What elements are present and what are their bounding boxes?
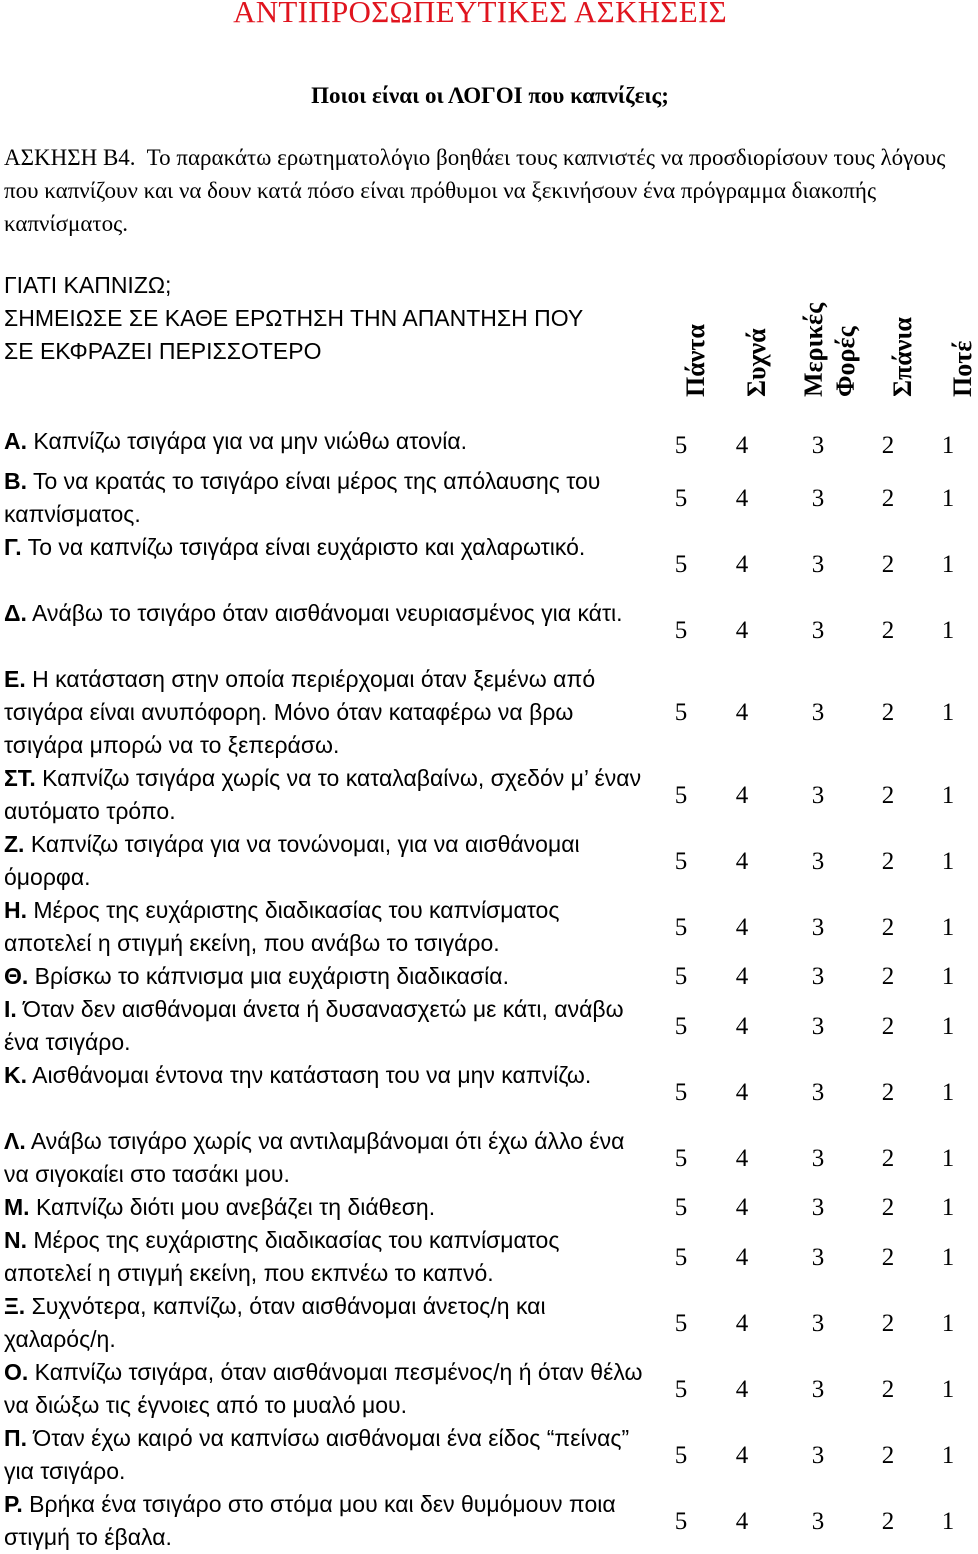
- rating-scale: [640, 531, 960, 597]
- rating-scale: [640, 1488, 960, 1554]
- question-row: [0, 1059, 960, 1125]
- rating-option-1[interactable]: 1: [941, 1078, 955, 1106]
- column-header-2: [714, 300, 770, 412]
- rating-scale: [640, 425, 960, 465]
- rating-scale: [640, 762, 960, 828]
- rating-option-5[interactable]: 5: [674, 1012, 688, 1040]
- rating-option-3[interactable]: 3: [811, 913, 825, 941]
- question-text: [4, 531, 644, 564]
- question-row: [0, 1488, 960, 1554]
- question-statement: Όταν δεν αισθάνομαι άνετα ή δυσανασχετώ με κάτι, ανάβω ένα τσιγάρο.: [4, 996, 624, 1055]
- rating-option-4[interactable]: 4: [735, 847, 749, 875]
- rating-option-2[interactable]: 2: [881, 1243, 895, 1271]
- question-row: [0, 828, 960, 894]
- question-row: [0, 894, 960, 960]
- question-statement: Ανάβω τσιγάρο χωρίς να αντιλαμβάνομαι ότι έχω άλλο ένα να σιγοκαίει στο τασάκι μου.: [4, 1128, 625, 1187]
- column-header-text: Ποτέ: [948, 340, 977, 397]
- question-row: [0, 425, 960, 465]
- rating-option-5[interactable]: 5: [674, 781, 688, 809]
- rating-option-4[interactable]: 4: [735, 1375, 749, 1403]
- column-header-text: Φορές: [831, 326, 860, 397]
- rating-option-4[interactable]: 4: [735, 1144, 749, 1172]
- rating-option-1[interactable]: 1: [941, 1012, 955, 1040]
- rating-option-4[interactable]: 4: [735, 1243, 749, 1271]
- rating-option-1[interactable]: 1: [941, 963, 955, 990]
- rating-option-1[interactable]: 1: [941, 484, 955, 512]
- question-letter: Λ.: [4, 1128, 26, 1154]
- rating-option-1[interactable]: 1: [941, 1243, 955, 1271]
- rating-option-4[interactable]: 4: [735, 1309, 749, 1337]
- rating-option-1[interactable]: 1: [941, 847, 955, 875]
- rating-scale: [640, 597, 960, 663]
- rating-option-3[interactable]: 3: [811, 484, 825, 512]
- instructions: [4, 269, 644, 368]
- rating-option-1[interactable]: 1: [941, 913, 955, 941]
- question-statement: Καπνίζω τσιγάρα χωρίς να το καταλαβαίνω, σχεδόν μ’ έναν αυτόματο τρόπο.: [4, 765, 642, 824]
- question-text: [4, 1059, 644, 1092]
- question-letter: Θ.: [4, 963, 29, 989]
- rating-option-5[interactable]: 5: [674, 1144, 688, 1172]
- question-statement: Καπνίζω τσιγάρα για να μην νιώθω ατονία.: [27, 428, 468, 454]
- rating-option-1[interactable]: 1: [941, 1144, 955, 1172]
- column-header-text: Συχνά: [742, 328, 771, 397]
- question-statement: Καπνίζω τσιγάρα για να τονώνομαι, για να αισθάνομαι όμορφα.: [4, 831, 580, 890]
- question-text: [4, 1488, 644, 1554]
- rating-option-5[interactable]: 5: [674, 963, 688, 990]
- rating-option-4[interactable]: 4: [735, 913, 749, 941]
- question-row: [0, 762, 960, 828]
- instructions-line-3: ΣΕ ΕΚΦΡΑΖΕΙ ΠΕΡΙΣΣΟΤΕΡΟ: [4, 338, 322, 364]
- rating-scale: [640, 1422, 960, 1488]
- question-text: [4, 1290, 644, 1356]
- question-row: [0, 1422, 960, 1488]
- question-text: [4, 1356, 644, 1422]
- rating-option-2[interactable]: 2: [881, 1441, 895, 1469]
- rating-option-3[interactable]: 3: [811, 550, 825, 578]
- rating-option-2[interactable]: 2: [881, 1078, 895, 1106]
- question-statement: Καπνίζω διότι μου ανεβάζει τη διάθεση.: [29, 1194, 436, 1220]
- rating-option-2[interactable]: 2: [881, 484, 895, 512]
- question-statement: Το να κρατάς το τσιγάρο είναι μέρος της απόλαυσης του καπνίσματος.: [4, 468, 601, 527]
- rating-option-4[interactable]: 4: [735, 431, 749, 459]
- question-row: [0, 1290, 960, 1356]
- rating-option-2[interactable]: 2: [881, 1375, 895, 1403]
- question-letter: Γ.: [4, 534, 22, 560]
- rating-scale: [640, 894, 960, 960]
- rating-scale: [640, 1356, 960, 1422]
- question-letter: Ν.: [4, 1227, 27, 1253]
- rating-option-1[interactable]: 1: [941, 1507, 955, 1535]
- rating-option-3[interactable]: 3: [811, 699, 825, 726]
- column-header-text: Πάντα: [681, 324, 710, 397]
- rating-scale: [640, 1191, 960, 1224]
- question-letter: Ζ.: [4, 831, 25, 857]
- question-letter: Ο.: [4, 1359, 29, 1385]
- question-statement: Καπνίζω τσιγάρα, όταν αισθάνομαι πεσμένος/η ή όταν θέλω να διώξω τις έγνοιες από το μυαλό μου.: [4, 1359, 643, 1418]
- rating-option-4[interactable]: 4: [735, 484, 749, 512]
- rating-option-1[interactable]: 1: [941, 1441, 955, 1469]
- rating-option-5[interactable]: 5: [674, 1309, 688, 1337]
- rating-option-4[interactable]: 4: [735, 1507, 749, 1535]
- question-statement: Όταν έχω καιρό να καπνίσω αισθάνομαι ένα είδος “πείνας” για τσιγάρο.: [4, 1425, 630, 1484]
- rating-option-5[interactable]: 5: [674, 550, 688, 578]
- question-statement: Βρήκα ένα τσιγάρο στο στόμα μου και δεν θυμόμουν ποια στιγμή το έβαλα.: [4, 1491, 616, 1550]
- rating-option-2[interactable]: 2: [881, 781, 895, 809]
- rating-option-3[interactable]: 3: [811, 963, 825, 990]
- question-text: [4, 762, 644, 828]
- rating-option-4[interactable]: 4: [735, 1078, 749, 1106]
- rating-option-3[interactable]: 3: [811, 1507, 825, 1535]
- rating-option-1[interactable]: 1: [941, 1194, 955, 1221]
- question-letter: Α.: [4, 428, 27, 454]
- page-title: ΑΝΤΙΠΡΟΣΩΠΕΥΤΙΚΕΣ ΑΣΚΗΣΕΙΣ: [233, 0, 727, 29]
- question-statement: Η κατάσταση στην οποία περιέρχομαι όταν ξεμένω από τσιγάρα είναι ανυπόφορη. Μόνο όταν καταφέρω να βρω τσιγάρα μπορώ να το ξεπεράσω.: [4, 666, 596, 758]
- rating-option-3[interactable]: 3: [811, 847, 825, 875]
- rating-option-3[interactable]: 3: [811, 1441, 825, 1469]
- rating-scale: [640, 663, 960, 762]
- rating-option-3[interactable]: 3: [811, 1309, 825, 1337]
- question-text: [4, 1191, 644, 1224]
- rating-option-3[interactable]: 3: [811, 431, 825, 459]
- rating-option-3[interactable]: 3: [811, 1194, 825, 1221]
- question-text: [4, 1422, 644, 1488]
- question-statement: Συχνότερα, καπνίζω, όταν αισθάνομαι άνετος/η και χαλαρός/η.: [4, 1293, 546, 1352]
- rating-option-3[interactable]: 3: [811, 781, 825, 809]
- rating-scale: [640, 1224, 960, 1290]
- exercise-description: Το παρακάτω ερωτηματολόγιο βοηθάει τους καπνιστές να προσδιορίσουν τους λόγους που καπνίζουν και να δουν κατά πόσο είναι πρόθυμοι να ξεκινήσουν ένα πρόγραμμα διακοπής καπνίσματος.: [4, 145, 946, 236]
- rating-option-4[interactable]: 4: [735, 1012, 749, 1040]
- rating-option-4[interactable]: 4: [735, 1194, 749, 1221]
- question-text: [4, 1224, 644, 1290]
- rating-option-4[interactable]: 4: [735, 781, 749, 809]
- rating-option-1[interactable]: 1: [941, 781, 955, 809]
- rating-option-2[interactable]: 2: [881, 1144, 895, 1172]
- rating-option-3[interactable]: 3: [811, 1012, 825, 1040]
- rating-option-1[interactable]: 1: [941, 699, 955, 726]
- column-header-5: [920, 300, 976, 412]
- rating-option-1[interactable]: 1: [941, 1309, 955, 1337]
- question-text: [4, 894, 644, 960]
- question-row: [0, 1356, 960, 1422]
- rating-option-4[interactable]: 4: [735, 1441, 749, 1469]
- rating-scale: [640, 993, 960, 1059]
- question-row: [0, 1224, 960, 1290]
- rating-option-2[interactable]: 2: [881, 616, 895, 644]
- rating-scale: [640, 960, 960, 993]
- rating-option-5[interactable]: 5: [674, 847, 688, 875]
- question-letter: Ι.: [4, 996, 17, 1022]
- question-text: [4, 465, 644, 531]
- page-subtitle: Ποιοι είναι οι ΛΟΓΟΙ που καπνίζεις;: [311, 83, 669, 108]
- question-letter: ΣΤ.: [4, 765, 36, 791]
- question-letter: Μ.: [4, 1194, 30, 1220]
- question-row: [0, 993, 960, 1059]
- question-text: [4, 993, 644, 1059]
- question-row: [0, 663, 960, 762]
- rating-scale: [640, 1059, 960, 1125]
- rating-option-3[interactable]: 3: [811, 1375, 825, 1403]
- question-text: [4, 1125, 644, 1191]
- exercise-label: ΑΣΚΗΣΗ Β4.: [4, 145, 136, 170]
- rating-option-1[interactable]: 1: [941, 431, 955, 459]
- rating-option-1[interactable]: 1: [941, 550, 955, 578]
- rating-option-4[interactable]: 4: [735, 616, 749, 644]
- rating-scale: [640, 1290, 960, 1356]
- rating-option-5[interactable]: 5: [674, 616, 688, 644]
- question-text: [4, 828, 644, 894]
- rating-option-1[interactable]: 1: [941, 616, 955, 644]
- question-row: [0, 1191, 960, 1224]
- rating-option-2[interactable]: 2: [881, 550, 895, 578]
- exercise-intro: [4, 141, 958, 240]
- rating-option-2[interactable]: 2: [881, 1507, 895, 1535]
- question-letter: Κ.: [4, 1062, 27, 1088]
- rating-option-2[interactable]: 2: [881, 431, 895, 459]
- question-text: [4, 597, 644, 630]
- rating-option-2[interactable]: 2: [881, 1309, 895, 1337]
- instructions-line-2: ΣΗΜΕΙΩΣΕ ΣΕ ΚΑΘΕ ΕΡΩΤΗΣΗ ΤΗΝ ΑΠΑΝΤΗΣΗ ΠΟΥ: [4, 305, 584, 331]
- rating-option-3[interactable]: 3: [811, 616, 825, 644]
- question-letter: Π.: [4, 1425, 27, 1451]
- column-header-text: Σπάνια: [888, 317, 917, 397]
- rating-option-5[interactable]: 5: [674, 1194, 688, 1221]
- question-row: [0, 1125, 960, 1191]
- rating-option-2[interactable]: 2: [881, 847, 895, 875]
- question-statement: Αισθάνομαι έντονα την κατάσταση του να μην καπνίζω.: [27, 1062, 592, 1088]
- question-statement: Το να καπνίζω τσιγάρα είναι ευχάριστο και χαλαρωτικό.: [21, 534, 586, 560]
- rating-option-2[interactable]: 2: [881, 1194, 895, 1221]
- questionnaire-list: [0, 425, 960, 1554]
- column-header-text: Μερικές: [799, 302, 828, 397]
- question-row: [0, 531, 960, 597]
- rating-option-5[interactable]: 5: [674, 699, 688, 726]
- rating-option-2[interactable]: 2: [881, 963, 895, 990]
- column-header-3: [790, 300, 860, 412]
- rating-option-5[interactable]: 5: [674, 431, 688, 459]
- rating-scale: [640, 1125, 960, 1191]
- rating-option-2[interactable]: 2: [881, 1012, 895, 1040]
- column-header-4: [860, 300, 916, 412]
- question-row: [0, 960, 960, 993]
- question-statement: Μέρος της ευχάριστης διαδικασίας του καπνίσματος αποτελεί η στιγμή εκείνη, που ανάβω το τσιγάρο.: [4, 897, 560, 956]
- rating-option-1[interactable]: 1: [941, 1375, 955, 1403]
- rating-option-5[interactable]: 5: [674, 1441, 688, 1469]
- question-letter: Ρ.: [4, 1491, 23, 1517]
- question-text: [4, 960, 644, 993]
- question-statement: Ανάβω το τσιγάρο όταν αισθάνομαι νευριασμένος για κάτι.: [26, 600, 623, 626]
- rating-option-5[interactable]: 5: [674, 1375, 688, 1403]
- rating-option-5[interactable]: 5: [674, 1507, 688, 1535]
- rating-option-5[interactable]: 5: [674, 1243, 688, 1271]
- question-statement: Μέρος της ευχάριστης διαδικασίας του καπνίσματος αποτελεί η στιγμή εκείνη, που εκπνέω το καπνό.: [4, 1227, 560, 1286]
- rating-option-5[interactable]: 5: [674, 1078, 688, 1106]
- question-row: [0, 465, 960, 531]
- instructions-line-1: ΓΙΑΤΙ ΚΑΠΝΙΖΩ;: [4, 272, 172, 298]
- rating-scale: [640, 465, 960, 531]
- rating-option-4[interactable]: 4: [735, 699, 749, 726]
- question-letter: Β.: [4, 468, 27, 494]
- rating-option-3[interactable]: 3: [811, 1078, 825, 1106]
- question-row: [0, 597, 960, 663]
- rating-option-5[interactable]: 5: [674, 484, 688, 512]
- question-statement: Βρίσκω το κάπνισμα μια ευχάριστη διαδικασία.: [28, 963, 509, 989]
- column-header-1: [653, 300, 709, 412]
- rating-option-4[interactable]: 4: [735, 963, 749, 990]
- rating-scale: [640, 828, 960, 894]
- question-letter: Δ.: [4, 600, 27, 626]
- rating-option-2[interactable]: 2: [881, 913, 895, 941]
- question-letter: Ε.: [4, 666, 26, 692]
- rating-option-4[interactable]: 4: [735, 550, 749, 578]
- rating-option-5[interactable]: 5: [674, 913, 688, 941]
- rating-option-3[interactable]: 3: [811, 1243, 825, 1271]
- rating-option-3[interactable]: 3: [811, 1144, 825, 1172]
- question-letter: Ξ.: [4, 1293, 26, 1319]
- rating-option-2[interactable]: 2: [881, 699, 895, 726]
- question-letter: Η.: [4, 897, 27, 923]
- question-text: [4, 425, 644, 458]
- question-text: [4, 663, 644, 762]
